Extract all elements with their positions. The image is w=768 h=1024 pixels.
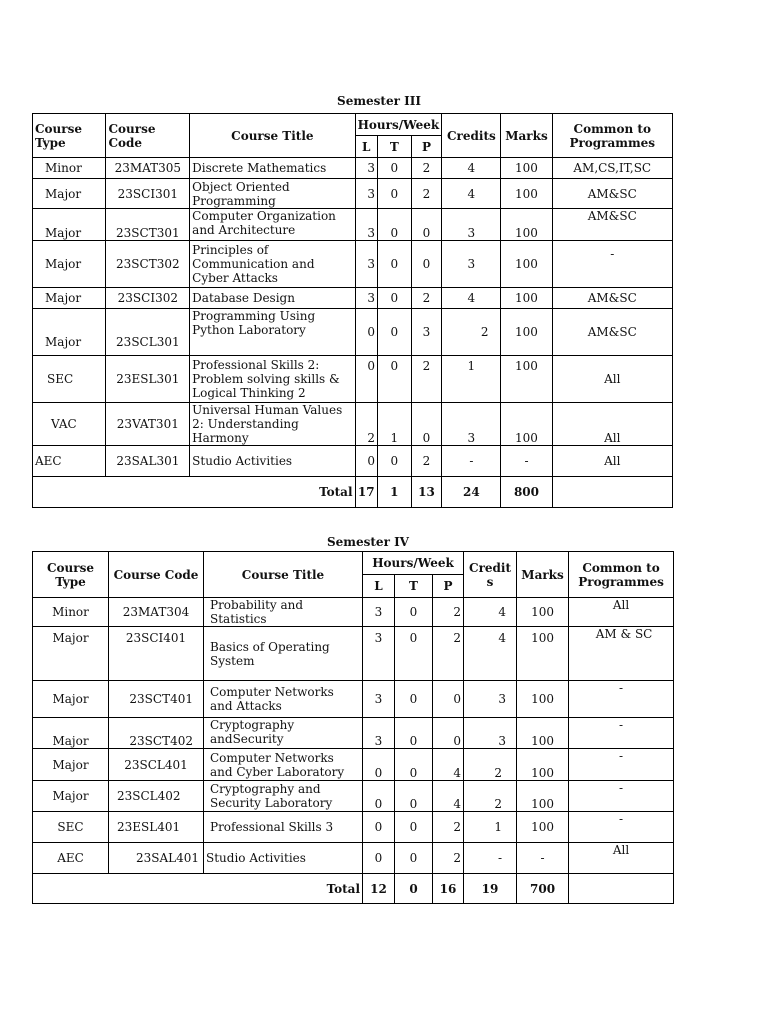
course-type-header: Course Type <box>33 114 106 158</box>
course-title: Computer Networks and Cyber Laboratory <box>204 749 363 781</box>
course-type: Major <box>33 681 109 718</box>
course-type: Major <box>33 781 109 812</box>
common-value: - <box>569 812 674 843</box>
p-value: 2 <box>433 843 464 874</box>
course-title-header: Course Title <box>204 552 363 598</box>
common-value: - <box>569 681 674 718</box>
total-credits: 24 <box>442 477 501 508</box>
t-value: 0 <box>377 356 411 403</box>
total-marks: 700 <box>517 874 569 904</box>
header-row <box>33 114 673 136</box>
table-row <box>33 749 674 781</box>
course-code: 23SCI302 <box>106 288 190 309</box>
table-row <box>33 812 674 843</box>
total-l: 12 <box>363 874 395 904</box>
credits-value: 2 <box>464 749 517 781</box>
total-credits: 19 <box>464 874 517 904</box>
course-title: Programming Using Python Laboratory <box>190 309 355 356</box>
total-common <box>569 874 674 904</box>
course-title: Professional Skills 3 <box>204 812 363 843</box>
credits-value: 3 <box>464 718 517 749</box>
marks-value: 100 <box>517 718 569 749</box>
total-marks: 800 <box>501 477 552 508</box>
course-code: 23ESL301 <box>106 356 190 403</box>
credits-value: - <box>464 843 517 874</box>
common-value: AM & SC <box>569 627 674 681</box>
l-value: 3 <box>363 627 395 681</box>
total-p: 13 <box>411 477 442 508</box>
table-row <box>33 241 673 288</box>
credits-header: Credit s <box>464 552 517 598</box>
course-code: 23SCL301 <box>106 309 190 356</box>
t-value: 0 <box>395 598 433 627</box>
credits-header: Credits <box>442 114 501 158</box>
table-row <box>33 843 674 874</box>
table-row <box>33 209 673 241</box>
course-code: 23SCL401 <box>109 749 204 781</box>
t-value: 1 <box>377 403 411 446</box>
p-value: 2 <box>433 812 464 843</box>
marks-value: 100 <box>501 209 552 241</box>
credits-value: 2 <box>442 309 501 356</box>
l-value: 3 <box>355 209 377 241</box>
t-value: 0 <box>395 781 433 812</box>
t-value: 0 <box>377 209 411 241</box>
common-value: - <box>569 749 674 781</box>
course-type: AEC <box>33 446 106 477</box>
marks-value: 100 <box>517 749 569 781</box>
p-value: 4 <box>433 781 464 812</box>
course-title-header: Course Title <box>190 114 355 158</box>
table-row <box>33 627 674 681</box>
course-title: Discrete Mathematics <box>190 158 355 179</box>
p-value: 2 <box>411 288 442 309</box>
l-value: 0 <box>355 309 377 356</box>
l-value: 0 <box>363 749 395 781</box>
marks-value: 100 <box>501 403 552 446</box>
course-code: 23SCT301 <box>106 209 190 241</box>
l-value: 0 <box>363 781 395 812</box>
credits-value: - <box>442 446 501 477</box>
semester-3-title: Semester III <box>337 94 421 108</box>
course-type: Major <box>33 627 109 681</box>
t-value: 0 <box>377 179 411 209</box>
l-value: 3 <box>363 718 395 749</box>
semester-4-title: Semester IV <box>327 535 409 549</box>
p-value: 0 <box>411 209 442 241</box>
t-value: 0 <box>395 843 433 874</box>
course-title: Universal Human Values 2: Understanding Harmony <box>190 403 355 446</box>
credits-value: 3 <box>442 209 501 241</box>
t-value: 0 <box>395 812 433 843</box>
course-code-header: Course Code <box>106 114 190 158</box>
l-header: L <box>363 575 395 598</box>
semester-3-table <box>32 113 673 508</box>
p-value: 2 <box>411 179 442 209</box>
marks-header: Marks <box>501 114 552 158</box>
common-value: AM&SC <box>552 179 673 209</box>
course-title: Professional Skills 2: Problem solving skills & Logical Thinking 2 <box>190 356 355 403</box>
course-type: SEC <box>33 356 106 403</box>
credits-value: 3 <box>442 403 501 446</box>
table-row <box>33 781 674 812</box>
course-type: Major <box>33 179 106 209</box>
course-code: 23SAL301 <box>106 446 190 477</box>
l-value: 0 <box>355 446 377 477</box>
l-value: 3 <box>355 241 377 288</box>
course-type: Major <box>33 309 106 356</box>
p-value: 0 <box>411 403 442 446</box>
course-type: Major <box>33 241 106 288</box>
course-code: 23MAT304 <box>109 598 204 627</box>
course-code: 23SCI301 <box>106 179 190 209</box>
p-value: 2 <box>411 158 442 179</box>
common-value: - <box>569 781 674 812</box>
common-value: All <box>552 403 673 446</box>
common-value: - <box>569 718 674 749</box>
credits-value: 3 <box>442 241 501 288</box>
total-t: 1 <box>377 477 411 508</box>
marks-value: 100 <box>501 288 552 309</box>
course-type: Minor <box>33 598 109 627</box>
t-value: 0 <box>377 288 411 309</box>
t-value: 0 <box>395 749 433 781</box>
table-row <box>33 681 674 718</box>
l-value: 3 <box>363 681 395 718</box>
marks-value: - <box>517 843 569 874</box>
l-value: 0 <box>363 843 395 874</box>
l-header: L <box>355 136 377 158</box>
course-title: Basics of Operating System <box>204 627 363 681</box>
p-value: 2 <box>433 627 464 681</box>
p-value: 3 <box>411 309 442 356</box>
course-code: 23SCI401 <box>109 627 204 681</box>
course-title: Cryptography andSecurity <box>204 718 363 749</box>
credits-value: 4 <box>442 179 501 209</box>
course-type: VAC <box>33 403 106 446</box>
marks-value: 100 <box>517 812 569 843</box>
table-row <box>33 356 673 403</box>
table-row <box>33 718 674 749</box>
course-title: Database Design <box>190 288 355 309</box>
marks-value: 100 <box>517 681 569 718</box>
p-value: 2 <box>411 446 442 477</box>
common-header: Common to Programmes <box>552 114 673 158</box>
course-title: Principles of Communication and Cyber Attacks <box>190 241 355 288</box>
course-title: Probability and Statistics <box>204 598 363 627</box>
t-value: 0 <box>395 627 433 681</box>
t-value: 0 <box>377 446 411 477</box>
p-header: P <box>433 575 464 598</box>
common-value: AM,CS,IT,SC <box>552 158 673 179</box>
marks-value: 100 <box>501 356 552 403</box>
t-value: 0 <box>395 718 433 749</box>
common-value: - <box>552 241 673 288</box>
common-value: All <box>552 446 673 477</box>
header-row <box>33 552 674 575</box>
marks-value: 100 <box>517 627 569 681</box>
course-type-header: Course Type <box>33 552 109 598</box>
course-code: 23SCL402 <box>109 781 204 812</box>
course-type: SEC <box>33 812 109 843</box>
course-type: Major <box>33 288 106 309</box>
course-type: Major <box>33 209 106 241</box>
total-t: 0 <box>395 874 433 904</box>
course-code: 23ESL401 <box>109 812 204 843</box>
course-title: Object Oriented Programming <box>190 179 355 209</box>
marks-value: - <box>501 446 552 477</box>
common-value: All <box>569 843 674 874</box>
p-value: 4 <box>433 749 464 781</box>
t-value: 0 <box>395 681 433 718</box>
total-row <box>33 477 673 508</box>
credits-value: 4 <box>442 158 501 179</box>
l-value: 3 <box>363 598 395 627</box>
common-value: All <box>569 598 674 627</box>
p-header: P <box>411 136 442 158</box>
course-type: AEC <box>33 843 109 874</box>
l-value: 0 <box>363 812 395 843</box>
table-row <box>33 158 673 179</box>
course-title: Studio Activities <box>204 843 363 874</box>
l-value: 0 <box>355 356 377 403</box>
table-row <box>33 288 673 309</box>
marks-value: 100 <box>501 241 552 288</box>
total-common <box>552 477 673 508</box>
course-type: Major <box>33 749 109 781</box>
table-row <box>33 309 673 356</box>
course-code-header: Course Code <box>109 552 204 598</box>
t-value: 0 <box>377 309 411 356</box>
t-header: T <box>377 136 411 158</box>
marks-value: 100 <box>517 781 569 812</box>
credits-value: 4 <box>464 627 517 681</box>
semester-4-table <box>32 551 674 904</box>
course-code: 23MAT305 <box>106 158 190 179</box>
credits-value: 3 <box>464 681 517 718</box>
common-value: AM&SC <box>552 209 673 241</box>
course-title: Cryptography and Security Laboratory <box>204 781 363 812</box>
common-header: Common to Programmes <box>569 552 674 598</box>
common-value: AM&SC <box>552 288 673 309</box>
l-value: 3 <box>355 179 377 209</box>
hours-week-header: Hours/Week <box>363 552 464 575</box>
course-code: 23SAL401 <box>109 843 204 874</box>
course-title: Studio Activities <box>190 446 355 477</box>
common-value: AM&SC <box>552 309 673 356</box>
total-label: Total <box>33 874 363 904</box>
t-value: 0 <box>377 158 411 179</box>
marks-value: 100 <box>517 598 569 627</box>
t-value: 0 <box>377 241 411 288</box>
l-value: 3 <box>355 158 377 179</box>
hours-week-header: Hours/Week <box>355 114 442 136</box>
credits-value: 1 <box>442 356 501 403</box>
course-type: Major <box>33 718 109 749</box>
total-row <box>33 874 674 904</box>
credits-value: 1 <box>464 812 517 843</box>
p-value: 2 <box>411 356 442 403</box>
course-code: 23VAT301 <box>106 403 190 446</box>
marks-value: 100 <box>501 309 552 356</box>
marks-value: 100 <box>501 179 552 209</box>
table-row <box>33 446 673 477</box>
p-value: 0 <box>433 681 464 718</box>
total-label: Total <box>33 477 356 508</box>
course-type: Minor <box>33 158 106 179</box>
t-header: T <box>395 575 433 598</box>
p-value: 0 <box>411 241 442 288</box>
common-value: All <box>552 356 673 403</box>
l-value: 3 <box>355 288 377 309</box>
credits-value: 2 <box>464 781 517 812</box>
course-title: Computer Organization and Architecture <box>190 209 355 241</box>
marks-value: 100 <box>501 158 552 179</box>
total-p: 16 <box>433 874 464 904</box>
total-l: 17 <box>355 477 377 508</box>
table-row <box>33 598 674 627</box>
course-code: 23SCT401 <box>109 681 204 718</box>
marks-header: Marks <box>517 552 569 598</box>
credits-value: 4 <box>442 288 501 309</box>
course-code: 23SCT302 <box>106 241 190 288</box>
l-value: 2 <box>355 403 377 446</box>
p-value: 2 <box>433 598 464 627</box>
credits-value: 4 <box>464 598 517 627</box>
course-title: Computer Networks and Attacks <box>204 681 363 718</box>
table-row <box>33 403 673 446</box>
table-row <box>33 179 673 209</box>
course-code: 23SCT402 <box>109 718 204 749</box>
p-value: 0 <box>433 718 464 749</box>
